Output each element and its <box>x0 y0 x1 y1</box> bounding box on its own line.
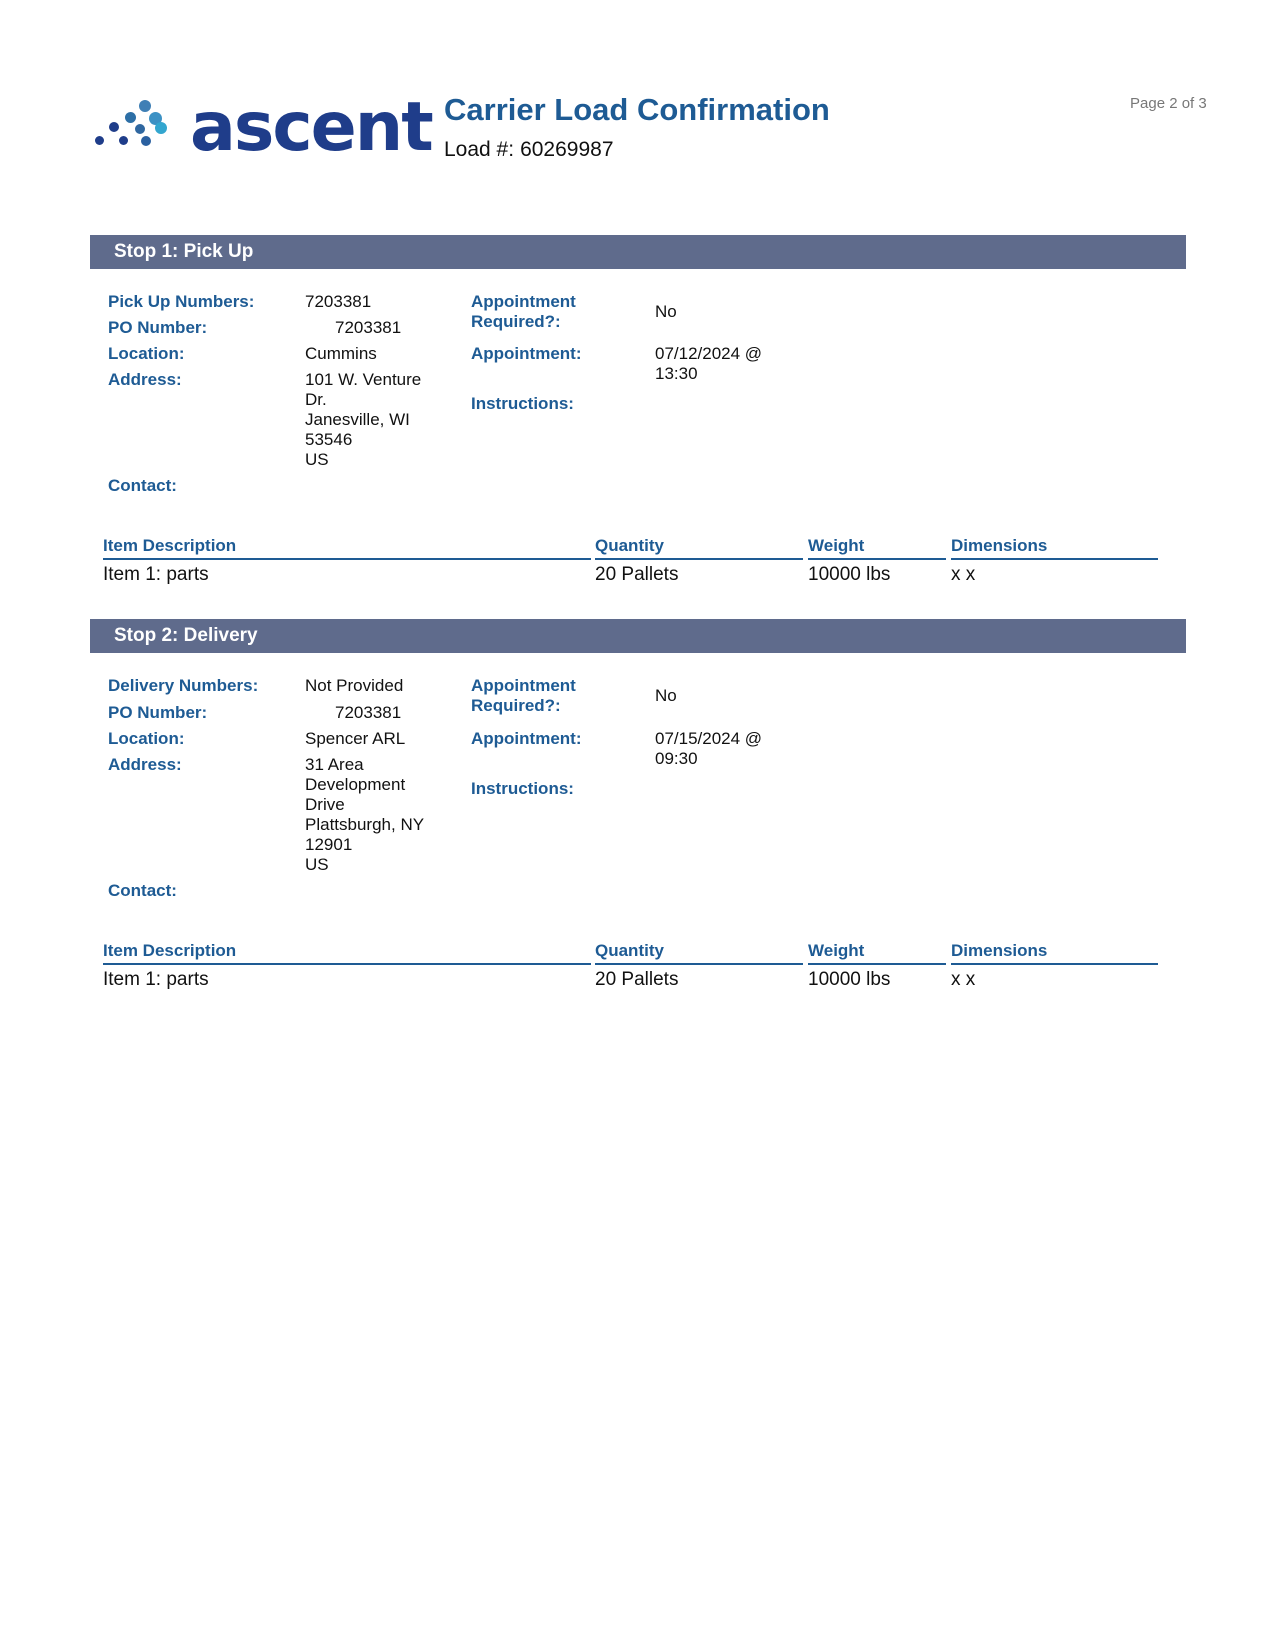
location-value: Spencer ARL <box>305 729 406 748</box>
col-dimensions: Dimensions <box>951 536 1158 560</box>
load-label: Load #: <box>444 138 515 161</box>
item-quantity: 20 Pallets <box>595 564 679 585</box>
address-line: Janesville, WI <box>305 410 410 429</box>
appointment-date: 07/12/2024 @ <box>655 344 763 363</box>
address-line: US <box>305 450 329 469</box>
appointment-value <box>655 344 762 384</box>
item-description: Item 1: parts <box>103 969 209 990</box>
item-weight: 10000 lbs <box>808 969 891 990</box>
item-dimensions: x x <box>951 564 976 585</box>
document-title: Carrier Load Confirmation <box>444 92 830 127</box>
col-item-description: Item Description <box>103 536 591 560</box>
appointment-time: 09:30 <box>655 749 698 768</box>
delivery-numbers-value: Not Provided <box>305 676 404 695</box>
contact-label: Contact: <box>108 476 177 495</box>
stop-2-header: Stop 2: Delivery <box>90 619 1186 653</box>
logo-dot <box>109 122 119 132</box>
appointment-required-label: Appointment Required?: <box>471 292 576 331</box>
address-line: 12901 <box>305 835 353 854</box>
address-line: Development <box>305 775 406 794</box>
address-line: 31 Area <box>305 755 364 774</box>
stop-1-header: Stop 1: Pick Up <box>90 235 1186 269</box>
appointment-date: 07/15/2024 @ <box>655 729 763 748</box>
contact-label: Contact: <box>108 881 177 900</box>
location-label: Location: <box>108 344 185 363</box>
pickup-numbers-label: Pick Up Numbers: <box>108 292 255 311</box>
po-number-value: 7203381 <box>335 703 402 722</box>
address-label: Address: <box>108 370 182 389</box>
appointment-required-value: No <box>655 302 677 321</box>
po-number-value: 7203381 <box>335 318 402 337</box>
po-number-label: PO Number: <box>108 703 208 722</box>
logo-dot <box>141 136 151 146</box>
col-weight: Weight <box>808 536 946 560</box>
page-indicator: Page 2 of 3 <box>1130 95 1207 112</box>
logo-dot <box>155 122 167 134</box>
col-quantity: Quantity <box>595 941 803 965</box>
appointment-label: Appointment: <box>471 344 582 363</box>
address-line: Dr. <box>305 390 327 409</box>
address-label: Address: <box>108 755 182 774</box>
appointment-value <box>655 729 762 769</box>
item-dimensions: x x <box>951 969 976 990</box>
col-quantity: Quantity <box>595 536 803 560</box>
item-weight: 10000 lbs <box>808 564 891 585</box>
load-value: 60269987 <box>520 138 614 161</box>
load-number <box>444 138 614 162</box>
address-line: 53546 <box>305 430 353 449</box>
item-quantity: 20 Pallets <box>595 969 679 990</box>
location-value: Cummins <box>305 344 377 363</box>
instructions-label: Instructions: <box>471 779 574 798</box>
col-weight: Weight <box>808 941 946 965</box>
logo-dot <box>125 112 136 123</box>
address-line: Plattsburgh, NY <box>305 815 425 834</box>
address-line: US <box>305 855 329 874</box>
logo-dot <box>135 124 145 134</box>
logo-dot <box>95 136 104 145</box>
address-value <box>305 755 424 875</box>
pickup-numbers-value: 7203381 <box>305 292 372 311</box>
instructions-label: Instructions: <box>471 394 574 413</box>
location-label: Location: <box>108 729 185 748</box>
appointment-required-label: Appointment Required?: <box>471 676 576 715</box>
address-value <box>305 370 421 470</box>
logo-dot <box>119 136 128 145</box>
item-description: Item 1: parts <box>103 564 209 585</box>
delivery-numbers-label: Delivery Numbers: <box>108 676 259 695</box>
col-dimensions: Dimensions <box>951 941 1158 965</box>
po-number-label: PO Number: <box>108 318 208 337</box>
logo-dot <box>139 100 151 112</box>
logo-wordmark: ascent <box>190 88 432 167</box>
address-line: Drive <box>305 795 345 814</box>
col-item-description: Item Description <box>103 941 591 965</box>
ascent-logo <box>95 88 432 167</box>
appointment-label: Appointment: <box>471 729 582 748</box>
appointment-required-value: No <box>655 686 677 705</box>
address-line: 101 W. Venture <box>305 370 422 389</box>
appointment-time: 13:30 <box>655 364 698 383</box>
